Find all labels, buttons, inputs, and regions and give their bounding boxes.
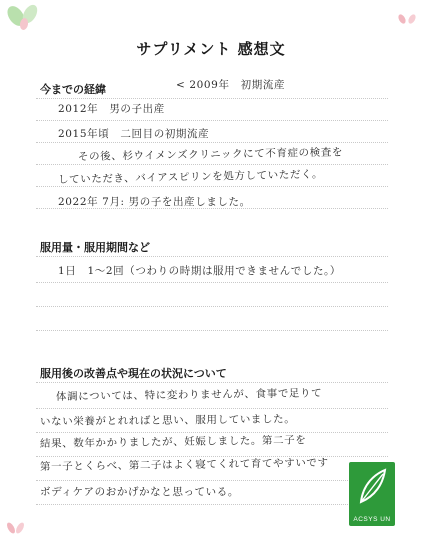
section-heading-dosage: 服用量・服用期間など xyxy=(40,241,150,254)
handwritten-line: していただき、バイアスピリンを処方していただく。 xyxy=(57,168,324,186)
page-title: サプリメント 感想文 xyxy=(136,40,286,58)
handwritten-line: < 2009年 初期流産 xyxy=(176,79,286,91)
brand-logo xyxy=(349,462,395,526)
section-heading-history: 今までの経緯 xyxy=(40,83,106,96)
handwritten-line: 第一子とくらべ、第二子はよく寝てくれて育てやすいです xyxy=(39,456,329,473)
handwritten-line: いない栄養がとれればと思い、服用していました。 xyxy=(39,413,296,428)
logo-text: ACSYS UN xyxy=(353,516,391,523)
handwritten-line: その後、杉ウイメンズクリニックにて不育症の検査を xyxy=(77,146,344,163)
ruled-line xyxy=(36,120,388,121)
handwritten-line: 体調については、特に変わりませんが、食事で足りて xyxy=(55,387,323,403)
ruled-line xyxy=(36,504,388,505)
leaf-logo-icon xyxy=(349,462,395,512)
handwritten-line: 結果、数年かかりましたが、妊娠しました。第二子を xyxy=(39,434,307,450)
decorative-leaf-icon xyxy=(4,2,44,32)
ruled-line xyxy=(36,382,388,383)
ruled-line xyxy=(36,480,388,481)
ruled-line xyxy=(36,164,388,165)
ruled-line xyxy=(36,142,388,143)
ruled-line xyxy=(36,408,388,409)
ruled-line xyxy=(36,306,388,307)
handwritten-line: 1日 1〜2回（つわりの時期は服用できませんでした。） xyxy=(58,265,341,277)
handwritten-line: 2012年 男の子出産 xyxy=(58,103,165,115)
ruled-line xyxy=(36,98,388,99)
ruled-line xyxy=(36,282,388,283)
decorative-leaf-icon xyxy=(4,520,28,536)
handwritten-line: ボディケアのおかげかなと思っている。 xyxy=(40,486,239,498)
section-heading-improvement: 服用後の改善点や現在の状況について xyxy=(40,367,227,380)
ruled-line xyxy=(36,330,388,331)
decorative-leaf-icon xyxy=(396,12,418,26)
handwritten-line: 2022年 7月: 男の子を出産しました。 xyxy=(58,196,251,208)
ruled-line xyxy=(36,256,388,257)
handwritten-line: 2015年頃 二回目の初期流産 xyxy=(58,128,210,140)
